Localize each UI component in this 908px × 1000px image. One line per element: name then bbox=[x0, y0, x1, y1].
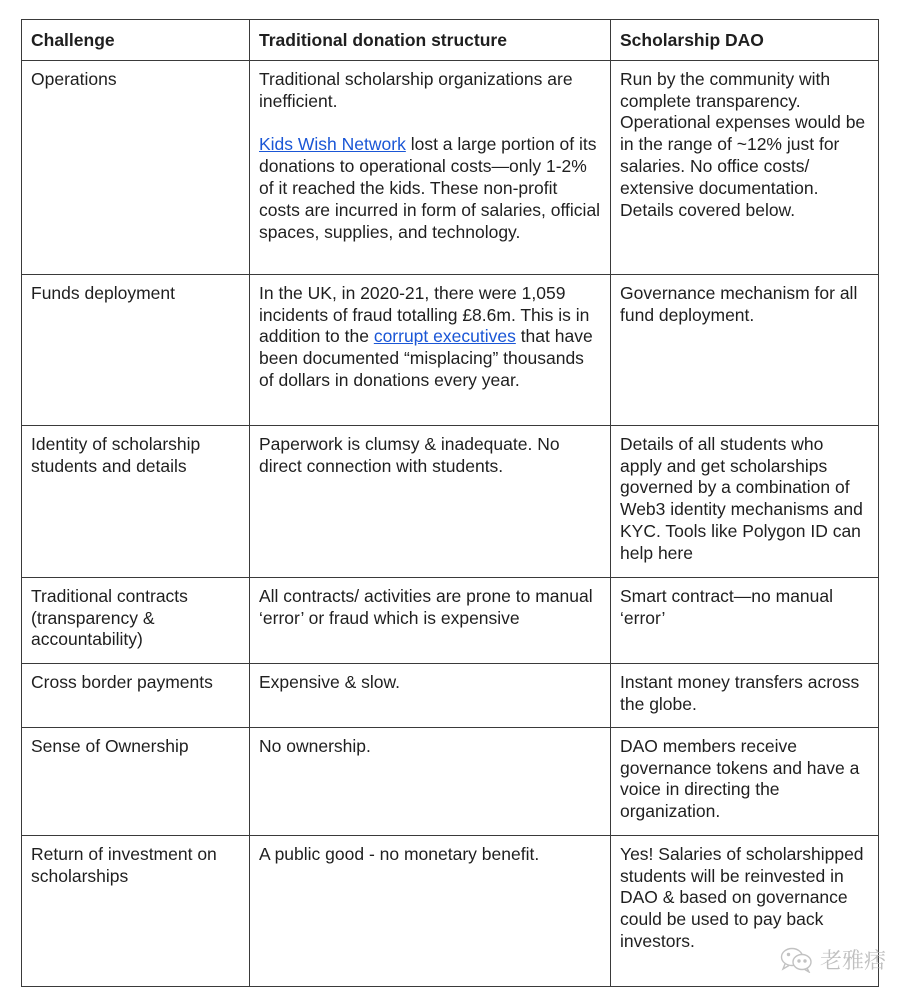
comparison-table bbox=[21, 19, 879, 987]
header-scholarship-dao: Scholarship DAO bbox=[611, 20, 879, 61]
header-challenge: Challenge bbox=[22, 20, 250, 61]
cell-paragraph: Traditional scholarship organizations are inefficient. bbox=[259, 68, 573, 111]
cell-challenge: Sense of Ownership bbox=[22, 727, 250, 835]
cell-dao: Smart contract—no manual ‘error’ bbox=[611, 577, 879, 663]
cell-dao: Details of all students who apply and get scholarships governed by a combination of Web3 identity mechanisms and KYC. Tools like Polygon ID can help here bbox=[611, 425, 879, 577]
table-row-sense-of-ownership bbox=[22, 727, 879, 835]
cell-traditional: All contracts/ activities are prone to manual ‘error’ or fraud which is expensive bbox=[250, 577, 611, 663]
cell-text: In the UK, in 2020-21, there were 1,059 incidents of fraud totalling £8.6m. This is in addition to the bbox=[259, 282, 590, 347]
comparison-table-container bbox=[21, 19, 879, 987]
kids-wish-network-link[interactable]: Kids Wish Network bbox=[259, 134, 406, 155]
table-row-operations bbox=[22, 60, 879, 274]
cell-text: that have been documented “misplacing” thousands of dollars in donations every year. bbox=[259, 326, 593, 390]
cell-dao: Instant money transfers across the globe. bbox=[611, 663, 879, 727]
cell-challenge: Return of investment on scholarships bbox=[22, 835, 250, 986]
paragraph-spacer bbox=[259, 112, 601, 134]
cell-dao: Run by the community with complete transparency. Operational expenses would be in the range of ~12% just for salaries. No office costs/ extensive documentation. Details covered below. bbox=[611, 60, 879, 274]
cell-challenge: Funds deployment bbox=[22, 274, 250, 425]
cell-challenge: Traditional contracts (transparency & accountability) bbox=[22, 577, 250, 663]
cell-traditional: Paperwork is clumsy & inadequate. No direct connection with students. bbox=[250, 425, 611, 577]
cell-dao: DAO members receive governance tokens and have a voice in directing the organization. bbox=[611, 727, 879, 835]
table-row-traditional-contracts bbox=[22, 577, 879, 663]
cell-text: lost a large portion of its donations to operational costs—only 1-2% of it reached the kids. These non-profit costs are incurred in form of salaries, official spaces, supplies, and technology. bbox=[259, 134, 601, 242]
cell-paragraph bbox=[259, 134, 601, 243]
cell-traditional: No ownership. bbox=[250, 727, 611, 835]
watermark-text: 老雅痞 bbox=[820, 948, 887, 973]
table-row-identity bbox=[22, 425, 879, 577]
table-row-funds-deployment bbox=[22, 274, 879, 425]
cell-traditional bbox=[250, 60, 611, 274]
cell-traditional bbox=[250, 274, 611, 425]
header-traditional: Traditional donation structure bbox=[250, 20, 611, 61]
corrupt-executives-link[interactable]: corrupt executives bbox=[373, 326, 516, 347]
cell-challenge: Operations bbox=[22, 60, 250, 274]
cell-dao: Governance mechanism for all fund deployment. bbox=[611, 274, 879, 425]
header-row bbox=[22, 20, 879, 61]
cell-challenge: Cross border payments bbox=[22, 663, 250, 727]
cell-traditional: A public good - no monetary benefit. bbox=[250, 835, 611, 986]
table-row-return-of-investment bbox=[22, 835, 879, 986]
cell-traditional: Expensive & slow. bbox=[250, 663, 611, 727]
cell-challenge: Identity of scholarship students and details bbox=[22, 425, 250, 577]
table-row-cross-border-payments bbox=[22, 663, 879, 727]
cell-dao: Yes! Salaries of scholarshipped students will be reinvested in DAO & based on governance could be used to pay back investors. bbox=[611, 835, 879, 986]
